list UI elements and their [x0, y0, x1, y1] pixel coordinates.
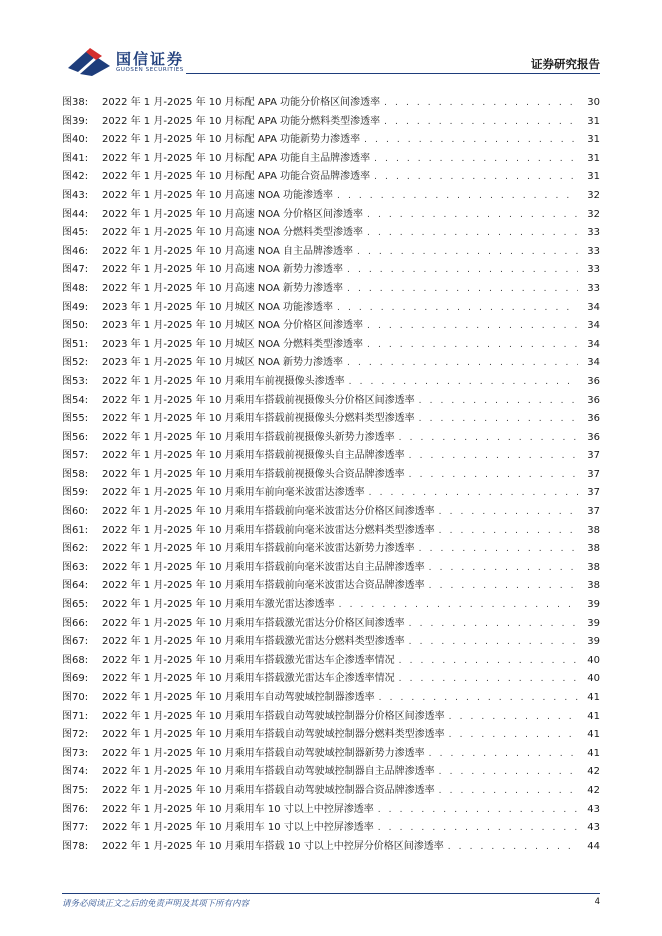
figure-title: 2022 年 1 月-2025 年 10 月标配 APA 功能分价格区间渗透率 [102, 97, 381, 108]
figure-title: 2022 年 1 月-2025 年 10 月乘用车搭载自动驾驶域控制器分价格区间渗透率 [102, 710, 445, 722]
figure-number: 图66: [62, 617, 89, 629]
dot-leader [367, 336, 578, 355]
toc-entry[interactable] [62, 280, 600, 299]
figure-page-number: 41 [587, 747, 600, 759]
toc-entry[interactable] [62, 540, 600, 559]
guosen-logo-icon [66, 46, 112, 78]
figure-page-number: 37 [587, 506, 600, 518]
toc-entry[interactable] [62, 819, 600, 838]
toc-entry[interactable] [62, 261, 600, 280]
dot-leader [374, 150, 578, 169]
figure-title: 2022 年 1 月-2025 年 10 月高速 NOA 分价格区间渗透率 [102, 208, 364, 220]
figure-page-number: 38 [587, 580, 600, 592]
page-header [0, 0, 662, 80]
figure-number: 图78: [62, 840, 89, 852]
figure-number: 图38: [62, 97, 89, 108]
dot-leader [439, 503, 578, 522]
toc-entry[interactable] [62, 708, 600, 727]
figure-title: 2022 年 1 月-2025 年 10 月高速 NOA 功能渗透率 [102, 189, 334, 201]
figure-number: 图44: [62, 208, 89, 220]
figure-title: 2022 年 1 月-2025 年 10 月乘用车搭载激光雷达车企渗透率情况 [102, 673, 395, 685]
figure-page-number: 36 [587, 413, 600, 425]
footer-disclaimer: 请务必阅读正文之后的免责声明及其项下所有内容 [62, 899, 250, 909]
figure-page-number: 42 [587, 784, 600, 796]
figure-number: 图46: [62, 245, 89, 257]
toc-entry[interactable] [62, 652, 600, 671]
figure-title: 2022 年 1 月-2025 年 10 月乘用车搭载激光雷达分燃料类型渗透率 [102, 636, 405, 648]
dot-leader [378, 819, 578, 838]
dot-leader [429, 577, 578, 596]
figure-page-number: 37 [587, 487, 600, 499]
dot-leader [449, 726, 578, 745]
figure-page-number: 30 [587, 97, 600, 108]
figure-number: 图71: [62, 710, 89, 722]
toc-entry[interactable] [62, 94, 600, 113]
dot-leader [419, 540, 578, 559]
dot-leader [347, 261, 578, 280]
toc-entry[interactable] [62, 633, 600, 652]
toc-entry[interactable] [62, 206, 600, 225]
dot-leader [369, 484, 578, 503]
figure-page-number: 33 [587, 264, 600, 276]
figure-page-number: 34 [587, 357, 600, 369]
figure-number: 图47: [62, 264, 89, 276]
figure-number: 图48: [62, 282, 89, 294]
dot-leader [364, 131, 578, 150]
figure-number: 图68: [62, 654, 89, 666]
figure-page-number: 43 [587, 822, 600, 834]
figure-title: 2023 年 1 月-2025 年 10 月城区 NOA 分燃料类型渗透率 [102, 338, 364, 350]
dot-leader [337, 187, 578, 206]
figure-page-number: 38 [587, 543, 600, 555]
figure-page-number: 40 [587, 654, 600, 666]
toc-entry[interactable] [62, 577, 600, 596]
figure-page-number: 41 [587, 729, 600, 741]
figure-number: 图45: [62, 227, 89, 239]
figure-number: 图65: [62, 599, 89, 611]
toc-entry[interactable] [62, 689, 600, 708]
figure-page-number: 34 [587, 301, 600, 313]
figure-number: 图75: [62, 784, 89, 796]
figure-page-number: 37 [587, 450, 600, 462]
dot-leader [419, 410, 578, 429]
figure-page-number: 33 [587, 227, 600, 239]
figure-title: 2022 年 1 月-2025 年 10 月乘用车搭载前向毫米波雷达自主品牌渗透率 [102, 561, 425, 573]
dot-leader [439, 782, 578, 801]
figure-number: 图72: [62, 729, 89, 741]
figure-title: 2022 年 1 月-2025 年 10 月乘用车激光雷达渗透率 [102, 599, 335, 611]
dot-leader [367, 206, 578, 225]
dot-leader [429, 559, 578, 578]
figure-page-number: 34 [587, 320, 600, 332]
figure-title: 2023 年 1 月-2025 年 10 月城区 NOA 分价格区间渗透率 [102, 320, 364, 332]
figure-title: 2022 年 1 月-2025 年 10 月乘用车搭载前视摄像头合资品牌渗透率 [102, 468, 405, 480]
figure-title: 2022 年 1 月-2025 年 10 月乘用车前向毫米波雷达渗透率 [102, 487, 365, 499]
figure-number: 图76: [62, 803, 89, 815]
toc-entry[interactable] [62, 447, 600, 466]
toc-entry[interactable] [62, 299, 600, 318]
dot-leader [367, 317, 578, 336]
figure-number: 图60: [62, 506, 89, 518]
toc-entry[interactable] [62, 113, 600, 132]
figure-page-number: 38 [587, 524, 600, 536]
figure-page-number: 44 [587, 840, 600, 852]
toc-entry[interactable] [62, 150, 600, 169]
figure-title: 2022 年 1 月-2025 年 10 月高速 NOA 新势力渗透率 [102, 264, 344, 276]
toc-entry[interactable] [62, 745, 600, 764]
toc-entry[interactable] [62, 317, 600, 336]
figure-number: 图59: [62, 487, 89, 499]
figure-number: 图52: [62, 357, 89, 369]
figure-page-number: 32 [587, 189, 600, 201]
dot-leader [409, 633, 578, 652]
report-type-label: 证券研究报告 [531, 57, 600, 71]
toc-entry[interactable] [62, 336, 600, 355]
figure-page-number: 32 [587, 208, 600, 220]
dot-leader [429, 745, 578, 764]
toc-entry[interactable] [62, 168, 600, 187]
toc-entry[interactable] [62, 503, 600, 522]
logo-text-en: GUOSEN SECURITIES [116, 67, 184, 73]
dot-leader [374, 168, 578, 187]
dot-leader [337, 299, 578, 318]
figure-number: 图40: [62, 134, 89, 146]
figure-title: 2023 年 1 月-2025 年 10 月城区 NOA 新势力渗透率 [102, 357, 344, 369]
toc-entry[interactable] [62, 559, 600, 578]
figure-number: 图74: [62, 766, 89, 778]
dot-leader [379, 689, 578, 708]
figure-number: 图42: [62, 171, 89, 183]
dot-leader [367, 224, 578, 243]
toc-entry[interactable] [62, 782, 600, 801]
dot-leader [347, 354, 578, 373]
dot-leader [449, 708, 578, 727]
figure-page-number: 41 [587, 692, 600, 703]
dot-leader [347, 280, 578, 299]
figure-number: 图54: [62, 394, 89, 406]
figure-page-number: 39 [587, 599, 600, 611]
figure-number: 图69: [62, 673, 89, 685]
figure-number: 图58: [62, 468, 89, 480]
toc-entry[interactable] [62, 373, 600, 392]
figure-title: 2022 年 1 月-2025 年 10 月乘用车自动驾驶域控制器渗透率 [102, 692, 375, 703]
dot-leader [448, 838, 578, 857]
toc-entry[interactable] [62, 670, 600, 689]
figure-page-number: 37 [587, 468, 600, 480]
dot-leader [439, 763, 578, 782]
dot-leader [384, 94, 578, 113]
dot-leader [399, 670, 578, 689]
figure-page-number: 31 [587, 134, 600, 146]
toc-entry[interactable] [62, 354, 600, 373]
figure-title: 2022 年 1 月-2025 年 10 月乘用车搭载前向毫米波雷达新势力渗透率 [102, 543, 415, 555]
figure-number: 图50: [62, 320, 89, 332]
toc-entry[interactable] [62, 429, 600, 448]
figure-title: 2022 年 1 月-2025 年 10 月标配 APA 功能新势力渗透率 [102, 134, 361, 146]
figure-page-number: 31 [587, 115, 600, 127]
toc-entry[interactable] [62, 224, 600, 243]
dot-leader [409, 615, 578, 634]
figure-page-number: 36 [587, 375, 600, 387]
figure-index-list [62, 94, 600, 856]
figure-title: 2022 年 1 月-2025 年 10 月乘用车搭载前视摄像头分燃料类型渗透率 [102, 413, 415, 425]
dot-leader [419, 392, 578, 411]
header-divider [186, 73, 600, 74]
figure-page-number: 31 [587, 152, 600, 164]
toc-entry[interactable] [62, 726, 600, 745]
figure-title: 2022 年 1 月-2025 年 10 月乘用车 10 寸以上中控屏渗透率 [102, 822, 374, 834]
figure-title: 2022 年 1 月-2025 年 10 月标配 APA 功能自主品牌渗透率 [102, 152, 371, 164]
figure-title: 2022 年 1 月-2025 年 10 月乘用车搭载前视摄像头分价格区间渗透率 [102, 394, 415, 406]
figure-title: 2022 年 1 月-2025 年 10 月乘用车 10 寸以上中控屏渗透率 [102, 803, 374, 815]
figure-title: 2022 年 1 月-2025 年 10 月乘用车搭载自动驾驶域控制器自主品牌渗透率 [102, 766, 435, 778]
figure-title: 2022 年 1 月-2025 年 10 月乘用车搭载前向毫米波雷达合资品牌渗透率 [102, 580, 425, 592]
figure-number: 图51: [62, 338, 89, 350]
figure-page-number: 39 [587, 636, 600, 648]
figure-number: 图63: [62, 561, 89, 573]
dot-leader [409, 466, 578, 485]
figure-page-number: 40 [587, 673, 600, 685]
dot-leader [409, 447, 578, 466]
figure-number: 图56: [62, 431, 89, 443]
figure-number: 图49: [62, 301, 89, 313]
dot-leader [357, 243, 578, 262]
logo-text-cn: 国信证券 [116, 50, 185, 68]
figure-title: 2022 年 1 月-2025 年 10 月乘用车搭载前向毫米波雷达分价格区间渗透率 [102, 506, 435, 518]
figure-number: 图61: [62, 524, 89, 536]
figure-title: 2022 年 1 月-2025 年 10 月标配 APA 功能分燃料类型渗透率 [102, 115, 381, 127]
figure-page-number: 33 [587, 245, 600, 257]
figure-number: 图73: [62, 747, 89, 759]
dot-leader [349, 373, 578, 392]
figure-title: 2022 年 1 月-2025 年 10 月乘用车搭载前视摄像头自主品牌渗透率 [102, 450, 405, 462]
figure-number: 图70: [62, 692, 89, 703]
figure-title: 2022 年 1 月-2025 年 10 月高速 NOA 分燃料类型渗透率 [102, 227, 364, 239]
toc-entry[interactable] [62, 484, 600, 503]
company-logo [66, 46, 206, 78]
figure-title: 2023 年 1 月-2025 年 10 月城区 NOA 功能渗透率 [102, 301, 334, 313]
toc-entry[interactable] [62, 801, 600, 820]
figure-page-number: 36 [587, 431, 600, 443]
page-number: 4 [594, 897, 600, 907]
figure-number: 图64: [62, 580, 89, 592]
toc-entry[interactable] [62, 466, 600, 485]
figure-number: 图77: [62, 822, 89, 834]
figure-number: 图43: [62, 189, 89, 201]
toc-entry[interactable] [62, 243, 600, 262]
footer-divider [62, 893, 600, 894]
figure-page-number: 42 [587, 766, 600, 778]
toc-entry[interactable] [62, 596, 600, 615]
figure-page-number: 38 [587, 561, 600, 573]
figure-title: 2022 年 1 月-2025 年 10 月乘用车搭载 10 寸以上中控屏分价格区间渗透率 [102, 840, 444, 852]
toc-entry[interactable] [62, 410, 600, 429]
figure-number: 图39: [62, 115, 89, 127]
toc-entry[interactable] [62, 392, 600, 411]
figure-title: 2022 年 1 月-2025 年 10 月乘用车搭载激光雷达分价格区间渗透率 [102, 617, 405, 629]
figure-number: 图67: [62, 636, 89, 648]
figure-title: 2022 年 1 月-2025 年 10 月乘用车搭载前向毫米波雷达分燃料类型渗透率 [102, 524, 435, 536]
figure-title: 2022 年 1 月-2025 年 10 月乘用车搭载自动驾驶域控制器新势力渗透率 [102, 747, 425, 759]
dot-leader [399, 652, 578, 671]
figure-title: 2022 年 1 月-2025 年 10 月乘用车搭载自动驾驶域控制器合资品牌渗透率 [102, 784, 435, 796]
figure-title: 2022 年 1 月-2025 年 10 月标配 APA 功能合资品牌渗透率 [102, 171, 371, 183]
dot-leader [399, 429, 578, 448]
figure-page-number: 36 [587, 394, 600, 406]
figure-page-number: 43 [587, 803, 600, 815]
figure-number: 图57: [62, 450, 89, 462]
figure-page-number: 41 [587, 710, 600, 722]
figure-page-number: 33 [587, 282, 600, 294]
figure-number: 图53: [62, 375, 89, 387]
figure-page-number: 34 [587, 338, 600, 350]
dot-leader [439, 522, 578, 541]
figure-title: 2022 年 1 月-2025 年 10 月乘用车搭载自动驾驶域控制器分燃料类型渗透率 [102, 729, 445, 741]
figure-title: 2022 年 1 月-2025 年 10 月乘用车搭载激光雷达车企渗透率情况 [102, 654, 395, 666]
figure-number: 图62: [62, 543, 89, 555]
toc-entry[interactable] [62, 131, 600, 150]
toc-entry[interactable] [62, 763, 600, 782]
toc-entry[interactable] [62, 187, 600, 206]
figure-page-number: 39 [587, 617, 600, 629]
dot-leader [378, 801, 578, 820]
dot-leader [384, 113, 578, 132]
figure-page-number: 31 [587, 171, 600, 183]
figure-number: 图41: [62, 152, 89, 164]
toc-entry[interactable] [62, 522, 600, 541]
dot-leader [339, 596, 578, 615]
figure-title: 2022 年 1 月-2025 年 10 月高速 NOA 新势力渗透率 [102, 282, 344, 294]
figure-number: 图55: [62, 413, 89, 425]
toc-entry[interactable] [62, 615, 600, 634]
figure-title: 2022 年 1 月-2025 年 10 月乘用车搭载前视摄像头新势力渗透率 [102, 431, 395, 443]
figure-title: 2022 年 1 月-2025 年 10 月乘用车前视摄像头渗透率 [102, 375, 345, 387]
figure-title: 2022 年 1 月-2025 年 10 月高速 NOA 自主品牌渗透率 [102, 245, 354, 257]
toc-entry[interactable] [62, 838, 600, 857]
